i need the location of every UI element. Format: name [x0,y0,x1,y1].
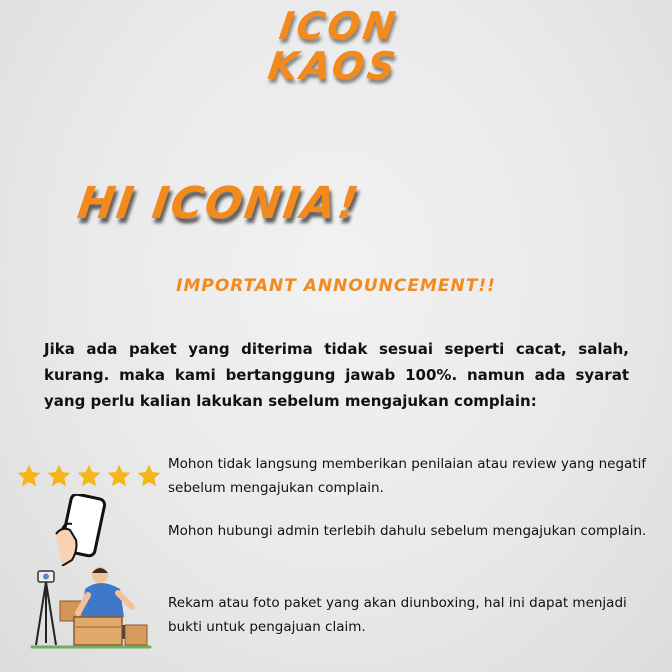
logo-line-2: KAOS [265,44,401,88]
greeting-title: HI ICONIA! [74,178,364,229]
list-item: Rekam atau foto paket yang akan diunboxing, hal ini dapat menjadi bukti untuk pengajuan claim. [168,595,627,635]
star-icon [16,463,42,489]
logo-line-1: ICON [276,4,401,48]
intro-paragraph: Jika ada paket yang diterima tidak sesuai seperti cacat, salah, kurang. maka kami bertanggung jawab 100%. namun ada syarat yang perlu kalian lakukan sebelum mengajukan complain: [44,340,629,410]
phone-in-hand-icon [52,494,112,566]
list-item: Mohon hubungi admin terlebih dahulu sebelum mengajukan complain. [168,523,647,539]
star-icon [76,463,102,489]
star-icon [106,463,132,489]
unboxing-recording-icon [30,565,155,650]
star-icon [46,463,72,489]
list-item: Mohon tidak langsung memberikan penilaian atau review yang negatif sebelum mengajukan complain. [168,456,647,496]
announcement-heading: IMPORTANT ANNOUNCEMENT!! [176,276,496,296]
rating-stars-icon [16,463,162,489]
brand-logo [0,6,672,86]
star-icon [136,463,162,489]
